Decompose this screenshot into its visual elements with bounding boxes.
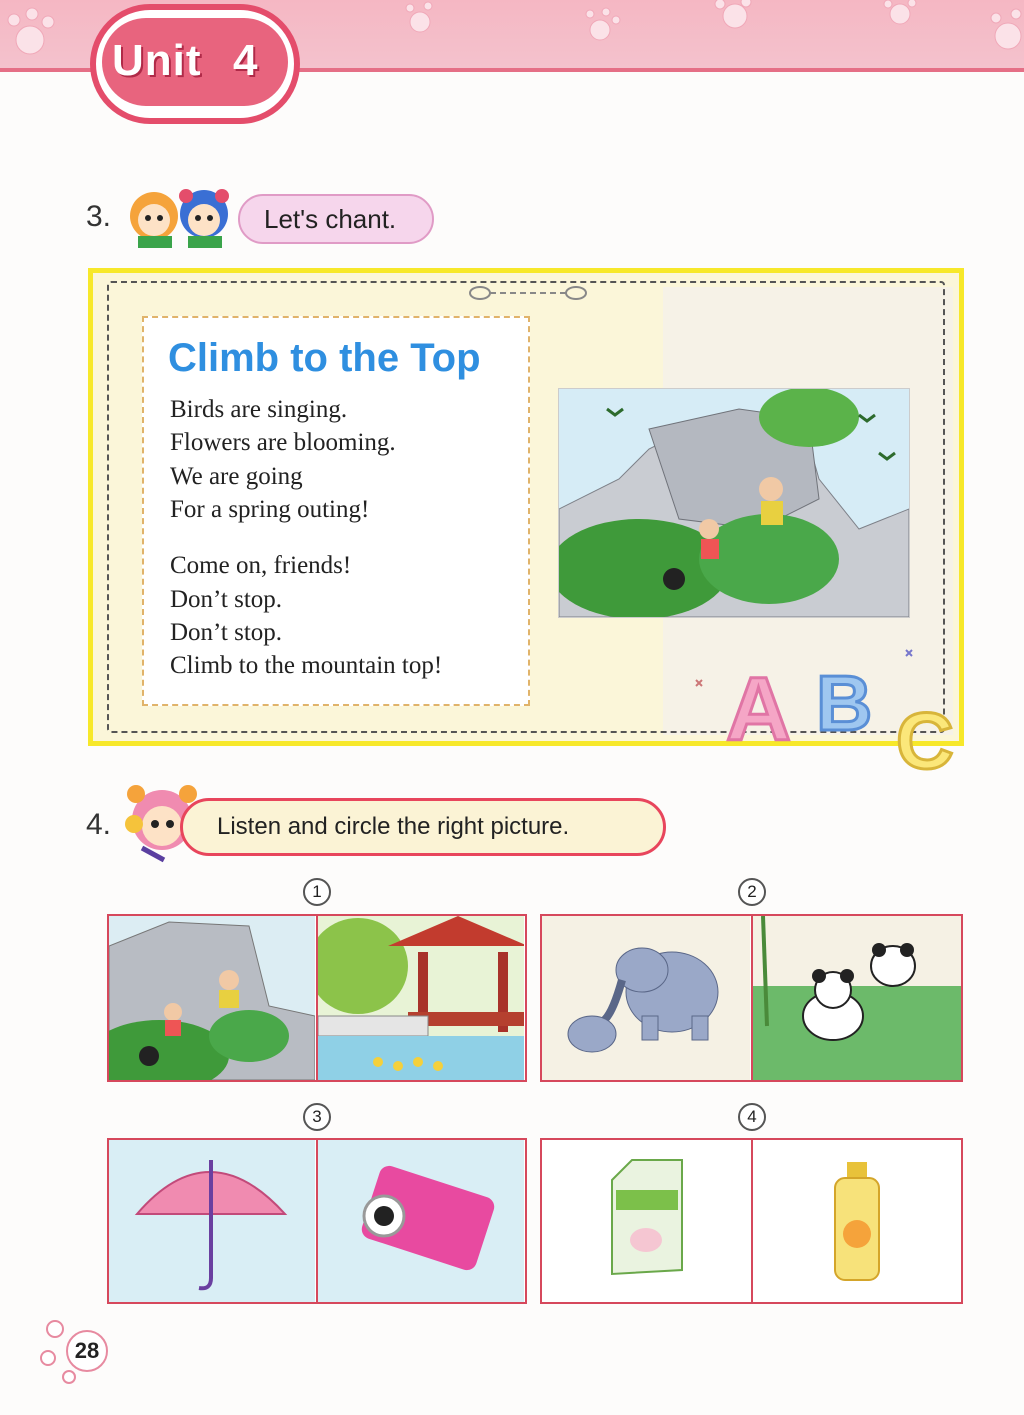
elephant-icon: [542, 916, 750, 1080]
choice-picture-3a[interactable]: [109, 1140, 317, 1302]
choice-picture-2b[interactable]: [753, 916, 961, 1080]
poem-title: Climb to the Top: [168, 336, 481, 380]
panda-icon: [753, 916, 961, 1080]
picture-choice-pair-3: [107, 1138, 527, 1304]
item-number: 2: [738, 878, 766, 906]
choice-picture-1a[interactable]: [109, 916, 317, 1080]
decor-bubble: [40, 1350, 56, 1366]
choice-picture-1b[interactable]: [318, 916, 525, 1080]
unit-label: Unit: [112, 36, 202, 85]
poem-line: Birds are singing.: [170, 396, 348, 423]
milk-carton-icon: [542, 1140, 750, 1302]
item-number: 4: [738, 1103, 766, 1131]
item-number: 1: [303, 878, 331, 906]
svg-text:A: A: [726, 660, 791, 760]
mountain-climbing-icon: [109, 916, 315, 1080]
abc-letters-icon: [686, 640, 986, 780]
section-4-number: 4.: [86, 808, 112, 841]
poem-line: Climb to the mountain top!: [170, 652, 443, 679]
section-3-number: 3.: [86, 200, 112, 233]
picture-choice-pair-4: [540, 1138, 963, 1304]
pavilion-pond-icon: [318, 916, 524, 1080]
umbrella-icon: [109, 1140, 315, 1302]
unit-number: 4: [233, 36, 258, 85]
instruction-text: Let's chant.: [264, 203, 397, 234]
poem-line: Come on, friends!: [170, 552, 352, 579]
svg-text:B: B: [816, 659, 873, 747]
picture-choice-pair-1: [107, 914, 527, 1082]
choice-picture-2a[interactable]: [542, 916, 751, 1080]
decor-bubble: [62, 1370, 76, 1384]
instruction-text: Listen and circle the right picture.: [217, 813, 570, 840]
poem-line: Flowers are blooming.: [170, 429, 396, 456]
poem-line: For a spring outing!: [170, 496, 370, 523]
instruction-lets-chant: [238, 194, 434, 244]
mountain-climbing-illustration-icon: [558, 388, 910, 618]
decor-bubble: [46, 1320, 64, 1338]
item-number: 3: [303, 1103, 331, 1131]
children-mascots-icon: [122, 180, 242, 252]
poem-line: We are going: [170, 463, 303, 490]
choice-picture-4a[interactable]: [542, 1140, 751, 1302]
instruction-listen-circle: [180, 798, 666, 856]
svg-text:C: C: [896, 696, 954, 780]
choice-picture-3b[interactable]: [318, 1140, 525, 1302]
paper-clip-icon: [466, 284, 590, 302]
unit-badge: [90, 4, 300, 114]
poem-line: Don’t stop.: [170, 619, 283, 646]
poem-line: Don’t stop.: [170, 586, 283, 613]
choice-picture-4b[interactable]: [753, 1140, 961, 1302]
juice-bottle-icon: [753, 1140, 961, 1302]
picture-choice-pair-2: [540, 914, 963, 1082]
page-number: 28: [66, 1330, 108, 1372]
camera-icon: [318, 1140, 524, 1302]
